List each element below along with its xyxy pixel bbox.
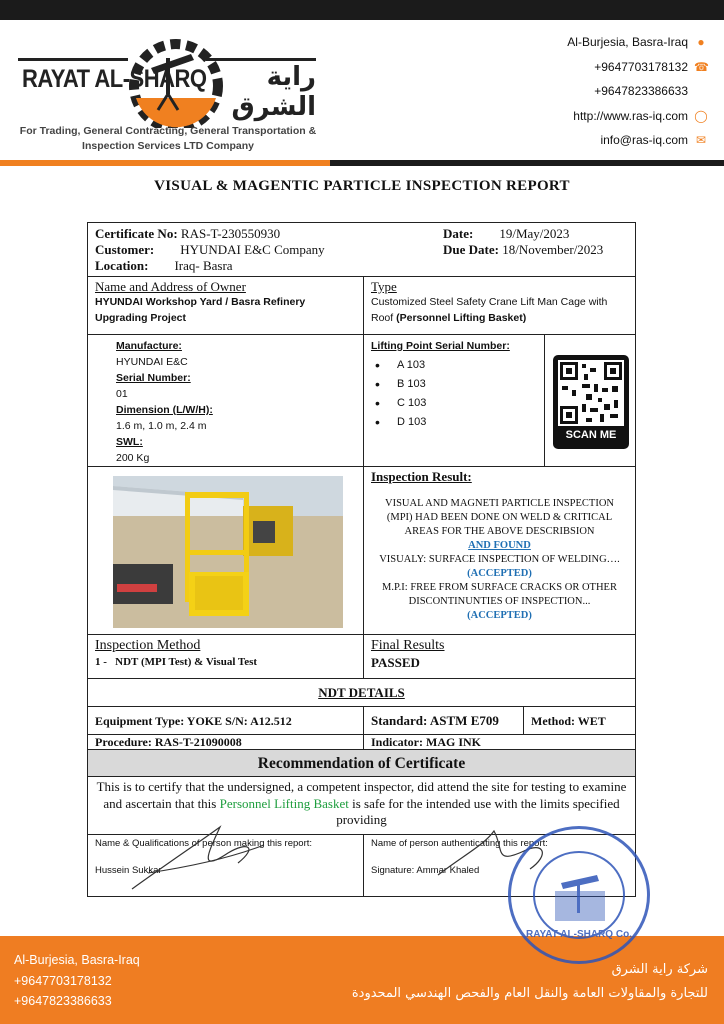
report-table	[87, 222, 636, 897]
accepted-badge-2: (ACCEPTED)	[467, 610, 532, 621]
ndt-heading: NDT DETAILS	[88, 679, 635, 707]
recommendation-heading: Recommendation of Certificate	[88, 749, 635, 777]
visual-line: VISUALY: SURFACE INSPECTION OF WELDING….	[379, 554, 620, 565]
lifting-points	[364, 335, 545, 467]
qr-label: SCAN ME	[565, 429, 617, 441]
stamp-text: RAYAT AL-SHARQ Co.	[526, 929, 632, 940]
owner-section	[88, 277, 364, 335]
indicator: Indicator: MAG INK	[371, 735, 481, 749]
company-logo	[16, 28, 316, 128]
lifting-point-item: • C 103	[371, 394, 537, 413]
inspection-method	[88, 635, 364, 679]
and-found: AND FOUND	[468, 540, 531, 551]
stamp-pumpjack-icon	[535, 853, 623, 937]
stamp-inner-ring	[533, 851, 625, 939]
mpi-line: M.P.I: FREE FROM SURFACE CRACKS OR OTHER DISCONTINUNTIES OF INSPECTION...	[382, 582, 617, 607]
swl-value: 200 Kg	[116, 452, 150, 464]
location-value: Iraq- Basra	[174, 258, 233, 273]
inspection-result	[364, 467, 635, 635]
company-stamp	[508, 826, 650, 964]
footer-phone-1[interactable]: +9647703178132	[14, 973, 112, 988]
signature-scribble-1	[128, 823, 268, 893]
due-date-value: 18/November/2023	[502, 242, 604, 257]
company-name-en: RAYAT AL-SHARQ	[22, 64, 207, 93]
lifting-point-item: • D 103	[371, 413, 537, 432]
swl-label: SWL:	[116, 436, 143, 448]
footer-ar-line-2: للتجارة والمقاولات العامة والنقل العام والفحص الهندسي المحدودة	[351, 986, 708, 1001]
due-date-label: Due Date:	[443, 242, 499, 257]
contact-phone-2[interactable]: +9647823386633	[594, 84, 688, 98]
footer-arabic	[352, 958, 708, 1006]
globe-icon: ◯	[694, 108, 708, 123]
phone-icon-placeholder	[694, 84, 708, 98]
procedure: Procedure: RAS-T-21090008	[88, 735, 364, 749]
date-value: 19/May/2023	[499, 226, 570, 241]
accepted-badge-1: (ACCEPTED)	[467, 568, 532, 579]
basket-photo	[113, 476, 343, 628]
certificate-number: RAS-T-230550930	[180, 226, 281, 241]
rec-text-1: This is to certify that the undersigned, a competent inspector, did attend the site for testing to examine and ascertain that this	[96, 779, 627, 811]
type-value: Customized Steel Safety Crane Lift Man Cage with Roof	[371, 296, 608, 324]
personnel-basket-image	[113, 476, 343, 628]
sig-left-label: Name & Qualifications of person making this report:	[95, 838, 313, 849]
inspector-signature	[88, 835, 364, 896]
qr-section	[545, 335, 635, 467]
contact-phone-1[interactable]: +9647703178132	[594, 59, 688, 74]
company-tagline: For Trading, General Contracting, General Transportation & Inspection Services LTD Company	[19, 125, 317, 152]
result-heading: Inspection Result:	[371, 469, 472, 484]
rec-green: Personnel Lifting Basket	[219, 795, 349, 811]
envelope-icon: ✉	[695, 133, 707, 148]
lifting-point-item: • B 103	[371, 375, 537, 394]
lifting-label: Lifting Point Serial Number:	[371, 340, 510, 352]
qr-pattern-icon	[558, 360, 624, 426]
company-name-ar: راية الشرق	[231, 62, 316, 122]
contact-email[interactable]: info@ras-iq.com	[600, 133, 688, 147]
report-title: VISUAL & MAGENTIC PARTICLE INSPECTION REPORT	[154, 178, 570, 194]
manufacture-label: Manufacture:	[116, 340, 182, 352]
location-pin-icon: ●	[697, 35, 705, 50]
final-value: PASSED	[371, 655, 420, 670]
customer-label: Customer:	[95, 242, 155, 257]
equipment-details	[88, 335, 364, 467]
method-heading: Inspection Method	[95, 638, 201, 653]
footer-phone-2[interactable]: +9647823386633	[14, 994, 112, 1008]
date-label: Date:	[443, 226, 474, 241]
sig-left-name: Hussein Sukkar	[95, 865, 162, 876]
type-section	[364, 277, 635, 335]
method-wet: Method: WET	[524, 707, 635, 735]
rec-text-2: is safe for the intended use with the limits specified providing	[336, 795, 620, 827]
certificate-label: Certificate No:	[95, 226, 178, 241]
location-label: Location:	[95, 258, 149, 273]
sig-right-label: Name of person authenticating this report:	[371, 838, 548, 849]
owner-heading: Name and Address of Owner	[95, 279, 246, 294]
lifting-point-list	[371, 356, 537, 432]
type-bold: (Personnel Lifting Basket)	[396, 312, 527, 324]
header-stripe-orange	[0, 160, 330, 166]
serial-value: 01	[116, 388, 128, 400]
method-number: 1 -	[95, 656, 107, 668]
final-heading: Final Results	[371, 638, 445, 653]
method-value: NDT (MPI Test) & Visual Test	[115, 656, 258, 668]
contact-website[interactable]: http://www.ras-iq.com	[573, 108, 688, 123]
type-heading: Type	[371, 279, 397, 294]
serial-label: Serial Number:	[116, 372, 191, 384]
dimension-label: Dimension (L/W/H):	[116, 404, 213, 416]
lifting-point-item: • A 103	[371, 356, 537, 375]
equipment-type: Equipment Type: YOKE S/N: A12.512	[88, 707, 364, 735]
certificate-info	[88, 223, 635, 277]
qr-code[interactable]	[553, 355, 629, 449]
telephone-icon: ☎	[694, 59, 709, 74]
final-results	[364, 635, 635, 679]
contact-block	[567, 30, 708, 153]
footer-ar-line-1: شركة راية الشرق	[611, 962, 708, 977]
result-text: VISUAL AND MAGNETI PARTICLE INSPECTION (MPI) HAD BEEN DONE ON WELD & CRITICAL AREAS FOR THE ABOVE DESCRIBSION	[384, 498, 614, 537]
photo-section	[88, 467, 364, 635]
manufacture-value: HYUNDAI E&C	[116, 356, 188, 368]
footer-contact	[14, 950, 140, 1012]
contact-address: Al-Burjesia, Basra-Iraq	[567, 35, 688, 49]
footer-address: Al-Burjesia, Basra-Iraq	[14, 953, 140, 967]
top-bar	[0, 0, 724, 20]
owner-value: HYUNDAI Workshop Yard / Basra Refinery Upgrading Project	[95, 296, 306, 324]
customer-value: HYUNDAI E&C Company	[180, 242, 325, 257]
sig-right-name: Signature: Ammar Khaled	[371, 865, 480, 876]
header-stripe-dark	[330, 160, 724, 166]
letterhead	[0, 20, 724, 160]
dimension-value: 1.6 m, 1.0 m, 2.4 m	[116, 420, 207, 432]
standard: Standard: ASTM E709	[364, 707, 524, 735]
